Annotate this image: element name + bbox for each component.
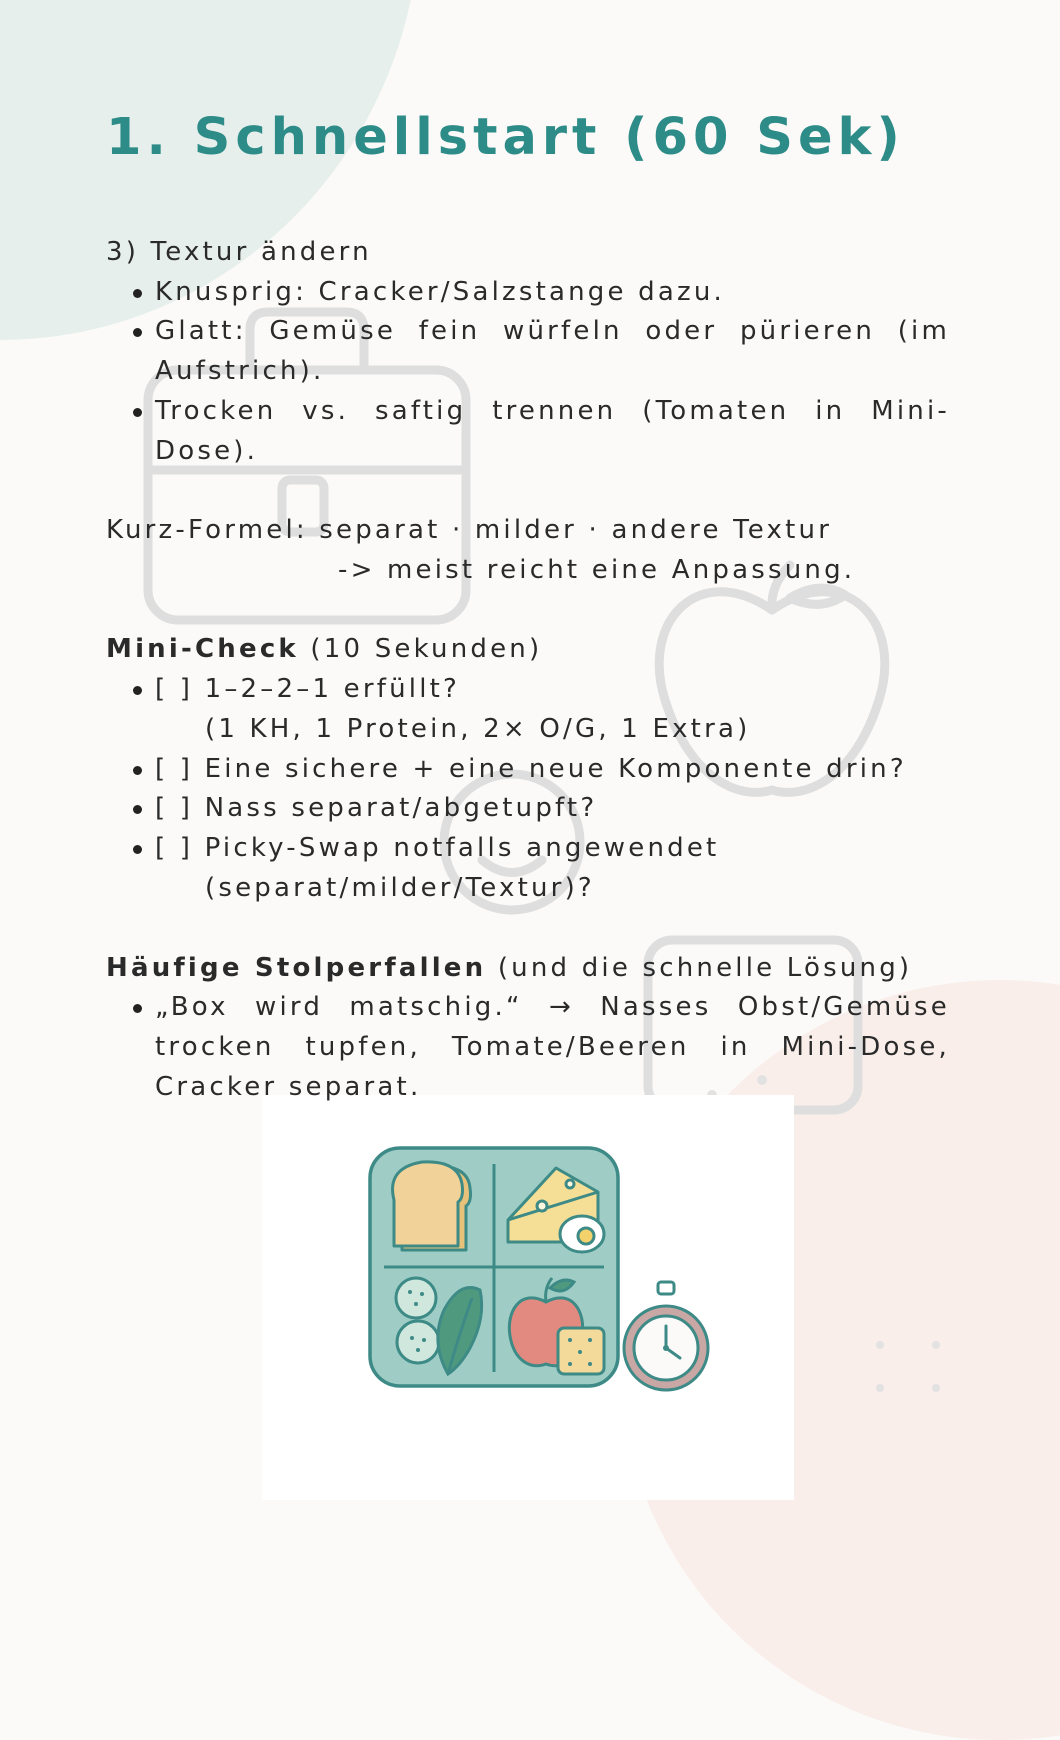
bullet-dot bbox=[133, 408, 142, 417]
bullet-dot bbox=[133, 328, 142, 337]
bullet-dot bbox=[133, 1004, 142, 1013]
egg-icon bbox=[560, 1216, 604, 1252]
checklist-item-1-detail: (1 KH, 1 Protein, 2× O/G, 1 Extra) bbox=[205, 714, 751, 744]
pitfalls-heading-bold: Häufige Stolperfallen bbox=[106, 953, 487, 983]
checklist-item-4: [ ] Picky-Swap notfalls angewendet bbox=[155, 833, 720, 863]
pitfall-item-line-1: „Box wird matschig.“ → Nasses Obst/Gemüse bbox=[155, 992, 950, 1022]
checklist-item-3: [ ] Nass separat/abgetupft? bbox=[155, 793, 598, 823]
pitfalls-heading bbox=[106, 948, 912, 988]
bullet-dot bbox=[133, 289, 142, 298]
checklist-item-4-detail: (separat/milder/Textur)? bbox=[205, 873, 595, 903]
formula-line-1: Kurz-Formel: separat · milder · andere Textur bbox=[106, 515, 833, 545]
bullet-dot bbox=[133, 845, 142, 854]
bullet-dot bbox=[133, 766, 142, 775]
texture-bullet-2-line-2: Aufstrich). bbox=[155, 356, 325, 386]
pitfalls-heading-rest: (und die schnelle Lösung) bbox=[486, 953, 913, 983]
texture-heading: 3) Textur ändern bbox=[106, 237, 372, 267]
pitfall-item-line-2: trocken tupfen, Tomate/Beeren in Mini-Dose, bbox=[155, 1032, 950, 1062]
stopwatch-icon bbox=[624, 1282, 708, 1390]
page-title: 1. Schnellstart (60 Sek) bbox=[106, 108, 905, 167]
pitfall-item-line-3: Cracker separat. bbox=[155, 1072, 422, 1102]
bread-icon bbox=[393, 1162, 471, 1250]
texture-bullet-3-line-1: Trocken vs. saftig trennen (Tomaten in Mini- bbox=[155, 396, 950, 426]
mini-check-heading bbox=[106, 629, 542, 669]
bullet-dot bbox=[133, 686, 142, 695]
lunchbox-illustration bbox=[360, 1142, 720, 1402]
mini-check-heading-bold: Mini-Check bbox=[106, 634, 299, 664]
mini-check-heading-rest: (10 Sekunden) bbox=[298, 634, 543, 664]
cracker-icon bbox=[558, 1328, 604, 1374]
checklist-item-1: [ ] 1–2–2–1 erfüllt? bbox=[155, 674, 461, 704]
checklist-item-2: [ ] Eine sichere + eine neue Komponente drin? bbox=[155, 754, 907, 784]
formula-line-2: -> meist reicht eine Anpassung. bbox=[338, 555, 856, 585]
bullet-dot bbox=[133, 805, 142, 814]
texture-bullet-1: Knusprig: Cracker/Salzstange dazu. bbox=[155, 277, 725, 307]
texture-bullet-3-line-2: Dose). bbox=[155, 436, 259, 466]
texture-bullet-2-line-1: Glatt: Gemüse fein würfeln oder pürieren (im bbox=[155, 316, 950, 346]
